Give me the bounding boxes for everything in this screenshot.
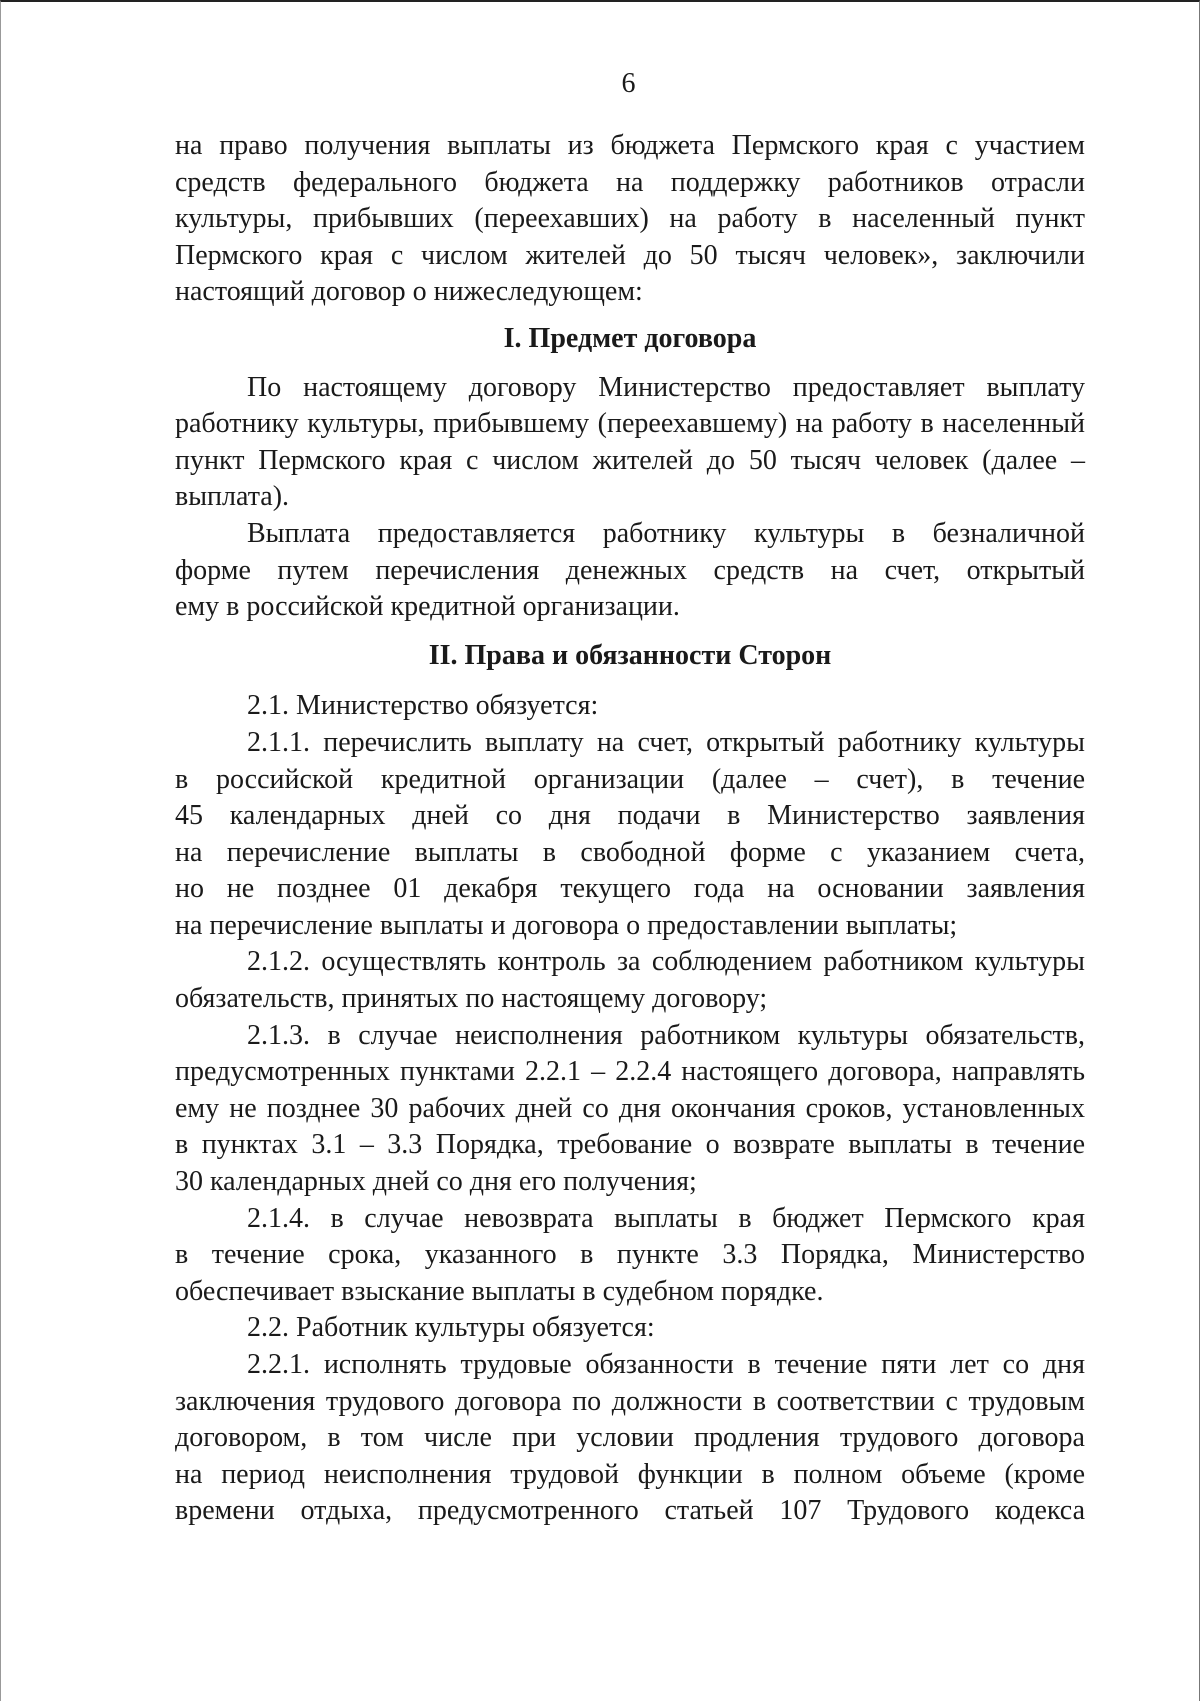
text-line: работнику культуры, прибывшему (переехавшему) на работу в населенный	[175, 408, 1085, 440]
text-line: на период неисполнения трудовой функции в полном объеме (кроме	[175, 1458, 1085, 1490]
clause-2-2-1	[175, 1347, 1085, 1530]
text-line: 2.1.2. осуществлять контроль за соблюдением работником культуры	[247, 946, 1085, 978]
section-1-heading: I. Предмет договора	[503, 322, 757, 354]
text-line: настоящий договор о нижеследующем:	[175, 276, 643, 308]
clause-2-2	[175, 1310, 1085, 1347]
text-line: предусмотренных пунктами 2.2.1 – 2.2.4 настоящего договора, направлять	[175, 1056, 1085, 1088]
text-line: в течение срока, указанного в пункте 3.3 Порядка, Министерство	[175, 1239, 1085, 1271]
text-line: ему в российской кредитной организации.	[175, 591, 680, 623]
section-2-heading: II. Права и обязанности Сторон	[428, 639, 832, 671]
text-line: договором, в том числе при условии продления трудового договора	[175, 1422, 1085, 1454]
clause-2-1-2	[175, 944, 1085, 1017]
text-line: средств федерального бюджета на поддержку работников отрасли	[175, 166, 1085, 198]
document-body	[175, 128, 1085, 1530]
text-line: 2.1. Министерство обязуется:	[247, 690, 599, 722]
clause-2-1-4	[175, 1201, 1085, 1311]
clause-2-1	[175, 688, 1085, 725]
text-line: Выплата предоставляется работнику культуры в безналичной	[247, 517, 1085, 549]
text-line: в российской кредитной организации (далее – счет), в течение	[175, 763, 1085, 795]
text-line: культуры, прибывших (переехавших) на работу в населенный пункт	[175, 203, 1085, 235]
text-line: 2.2.1. исполнять трудовые обязанности в течение пяти лет со дня	[247, 1349, 1085, 1380]
text-line: ему не позднее 30 рабочих дней со дня окончания сроков, установленных	[175, 1092, 1085, 1124]
text-line: заключения трудового договора по должности в соответствии с трудовым	[175, 1385, 1085, 1417]
text-line: форме путем перечисления денежных средств на счет, открытый	[175, 554, 1085, 586]
text-line: пункт Пермского края с числом жителей до 50 тысяч человек (далее –	[175, 444, 1085, 476]
text-line: обязательств, принятых по настоящему договору;	[175, 983, 768, 1015]
page-number: 6	[621, 68, 636, 99]
text-line: 2.1.1. перечислить выплату на счет, открытый работнику культуры	[247, 726, 1085, 758]
text-line: на перечисление выплаты в свободной форме с указанием счета,	[175, 836, 1085, 868]
text-line: обеспечивает взыскание выплаты в судебном порядке.	[175, 1275, 824, 1307]
clause-2-1-1	[175, 725, 1085, 945]
text-line: в пунктах 3.1 – 3.3 Порядка, требование о возврате выплаты в течение	[175, 1129, 1085, 1161]
text-line: 2.2. Работник культуры обязуется:	[247, 1312, 655, 1344]
intro-paragraph	[175, 128, 1085, 311]
text-line: 30 календарных дней со дня его получения;	[175, 1166, 697, 1198]
clause-2-1-3	[175, 1018, 1085, 1201]
text-line: 2.1.4. в случае невозврата выплаты в бюджет Пермского края	[247, 1202, 1085, 1234]
text-line: выплата).	[175, 481, 290, 513]
text-line: на перечисление выплаты и договора о предоставлении выплаты;	[175, 909, 958, 941]
text-line: но не позднее 01 декабря текущего года на основании заявления	[175, 873, 1085, 905]
text-line: на право получения выплаты из бюджета Пермского края с участием	[175, 130, 1085, 161]
section-1-paragraph-2	[175, 516, 1085, 626]
text-line: 45 календарных дней со дня подачи в Министерство заявления	[175, 800, 1085, 832]
section-1-paragraph-1	[175, 370, 1085, 516]
text-line: Пермского края с числом жителей до 50 тысяч человек», заключили	[175, 239, 1085, 271]
text-line: времени отдыха, предусмотренного статьей 107 Трудового кодекса	[175, 1495, 1085, 1527]
text-line: По настоящему договору Министерство предоставляет выплату	[247, 371, 1085, 403]
text-line: 2.1.3. в случае неисполнения работником культуры обязательств,	[247, 1019, 1085, 1051]
